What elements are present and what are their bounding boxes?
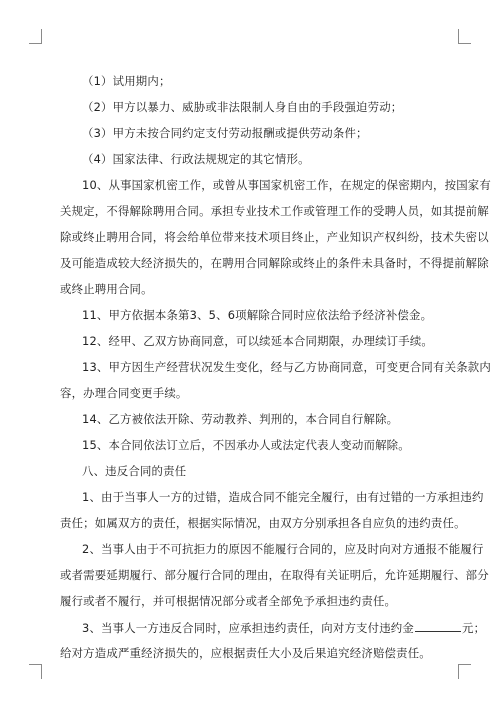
clause-15: 15、本合同依法订立后，不因承办人或法定代表人变动而解除。: [82, 438, 410, 452]
clause-10-line-5: 或终止聘用合同。: [60, 282, 153, 296]
crop-mark-top-left: [29, 29, 42, 44]
crop-mark-top-right: [458, 29, 471, 44]
section-8-title: 八、违反合同的责任: [82, 464, 187, 478]
list-item-4: （4）国家法律、行政法规规定的其它情形。: [82, 152, 310, 166]
clause-10-line-3: 除或终止聘用合同，将会给单位带来技术项目终止，产业知识产权纠纷，技术失密以: [60, 230, 489, 244]
clause-11: 11、甲方依据本条第3、5、6项解除合同时应依法给予经济补偿金。: [82, 308, 433, 322]
list-item-2: （2）甲方以暴力、威胁或非法限制人身自由的手段强迫劳动；: [82, 100, 403, 114]
clause-10-line-4: 及可能造成较大经济损失的，在聘用合同解除或终止的条件未具备时，不得提前解除: [60, 256, 489, 270]
penalty-amount-blank: [415, 620, 461, 632]
breach-2-line-1: 2、当事人由于不可抗拒力的原因不能履行合同的，应及时向对方通报不能履行: [82, 542, 484, 556]
breach-3-text-after-blank: 元；: [462, 621, 486, 635]
clause-13-line-1: 13、甲方因生产经营状况发生变化，经与乙方协商同意，可变更合同有关条款内: [82, 360, 491, 374]
breach-1-line-1: 1、由于当事人一方的过错，造成合同不能完全履行，由有过错的一方承担违约: [82, 490, 484, 504]
clause-12: 12、经甲、乙双方协商同意，可以续延本合同期限，办理续订手续。: [82, 334, 434, 348]
crop-mark-bottom-left: [29, 664, 42, 679]
breach-2-line-3: 履行或者不履行，并可根据情况部分或者全部免予承担违约责任。: [60, 594, 397, 608]
breach-3-line-1: [82, 620, 485, 635]
breach-3-line-2: 给对方造成严重经济损失的，应根据责任大小及后果追究经济赔偿责任。: [60, 646, 431, 660]
breach-3-text-before-blank: 3、当事人一方违反合同时，应承担违约责任，向对方支付违约金: [82, 621, 414, 635]
list-item-1: （1）试用期内；: [82, 74, 171, 88]
clause-13-line-2: 容，办理合同变更手续。: [60, 386, 188, 400]
clause-14: 14、乙方被依法开除、劳动教养、判刑的，本合同自行解除。: [82, 412, 399, 426]
crop-mark-bottom-right: [458, 664, 471, 679]
clause-10-line-2: 关规定，不得解除聘用合同。承担专业技术工作或管理工作的受聘人员，如其提前解: [60, 204, 489, 218]
breach-2-line-2: 或者需要延期履行、部分履行合同的理由，在取得有关证明后，允许延期履行、部分: [60, 568, 489, 582]
clause-10-line-1: 10、从事国家机密工作，或曾从事国家机密工作，在规定的保密期内，按国家有: [82, 178, 491, 192]
breach-1-line-2: 责任；如属双方的责任，根据实际情况，由双方分别承担各自应负的违约责任。: [60, 516, 466, 530]
list-item-3: （3）甲方未按合同约定支付劳动报酬或提供劳动条件；: [82, 126, 368, 140]
